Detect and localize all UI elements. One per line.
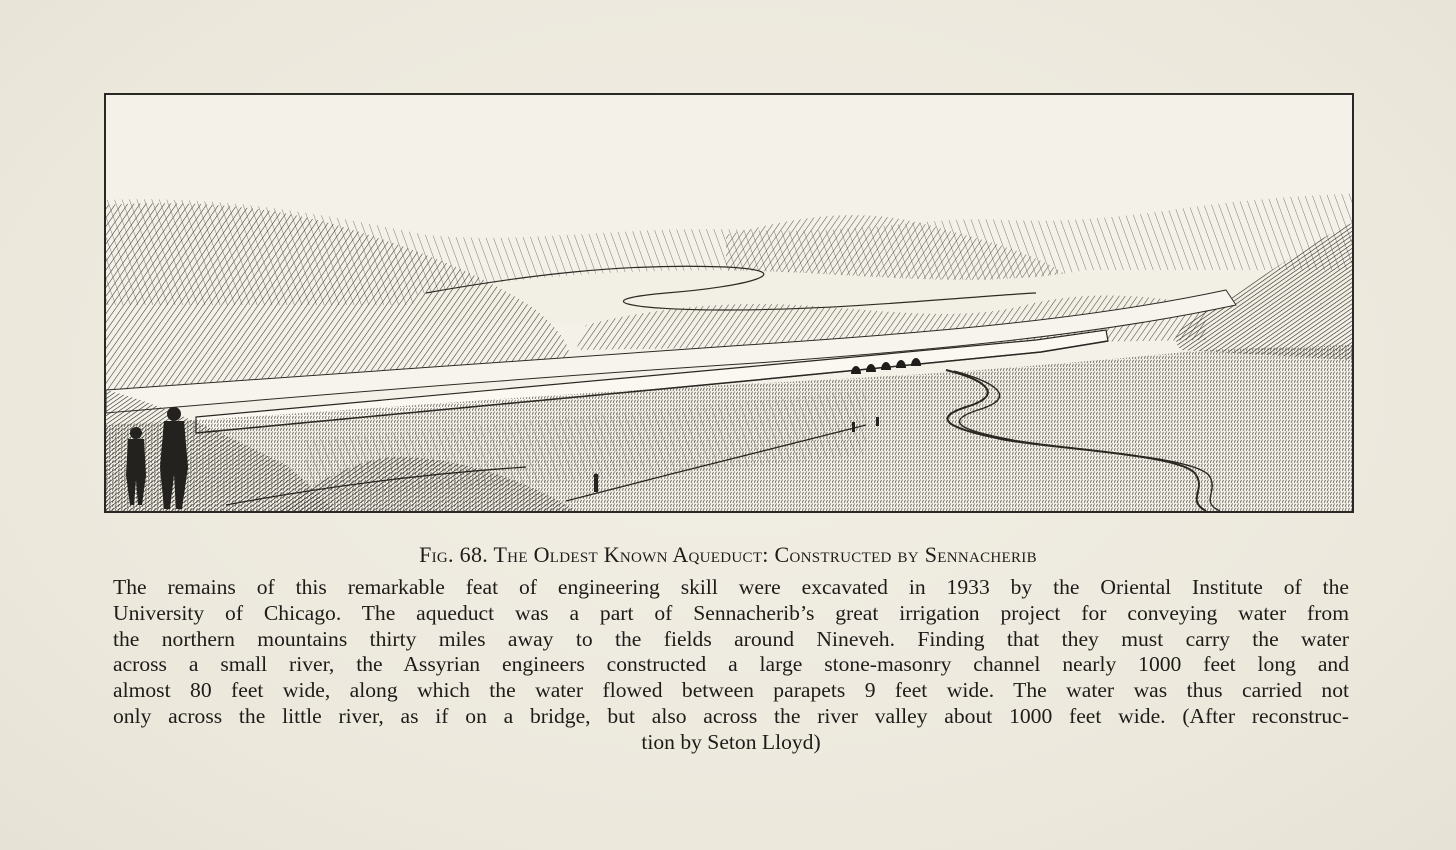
caption-line: across a small river, the Assyrian engineers constructed a large stone-masonry channel nearly 1000 feet long and	[113, 652, 1349, 677]
figure-caption-body	[113, 575, 1349, 756]
aqueduct-landscape-illustration	[106, 95, 1352, 511]
figure-illustration	[104, 93, 1354, 513]
caption-line: University of Chicago. The aqueduct was a part of Sennacherib’s great irrigation project for conveying water from	[113, 600, 1349, 625]
caption-line: tion by Seton Lloyd)	[641, 729, 821, 754]
figure-caption-title: Fig. 68. The Oldest Known Aqueduct: Constructed by Sennacherib	[419, 542, 1037, 567]
caption-line: almost 80 feet wide, along which the water flowed between parapets 9 feet wide. The water was thus carried not	[113, 678, 1349, 703]
caption-line: only across the little river, as if on a bridge, but also across the river valley about 1000 feet wide. (After reconstruc-	[113, 703, 1349, 728]
caption-line: The remains of this remarkable feat of engineering skill were excavated in 1933 by the Oriental Institute of the	[113, 575, 1349, 599]
caption-line: the northern mountains thirty miles away to the fields around Nineveh. Finding that they must carry the water	[113, 626, 1349, 651]
